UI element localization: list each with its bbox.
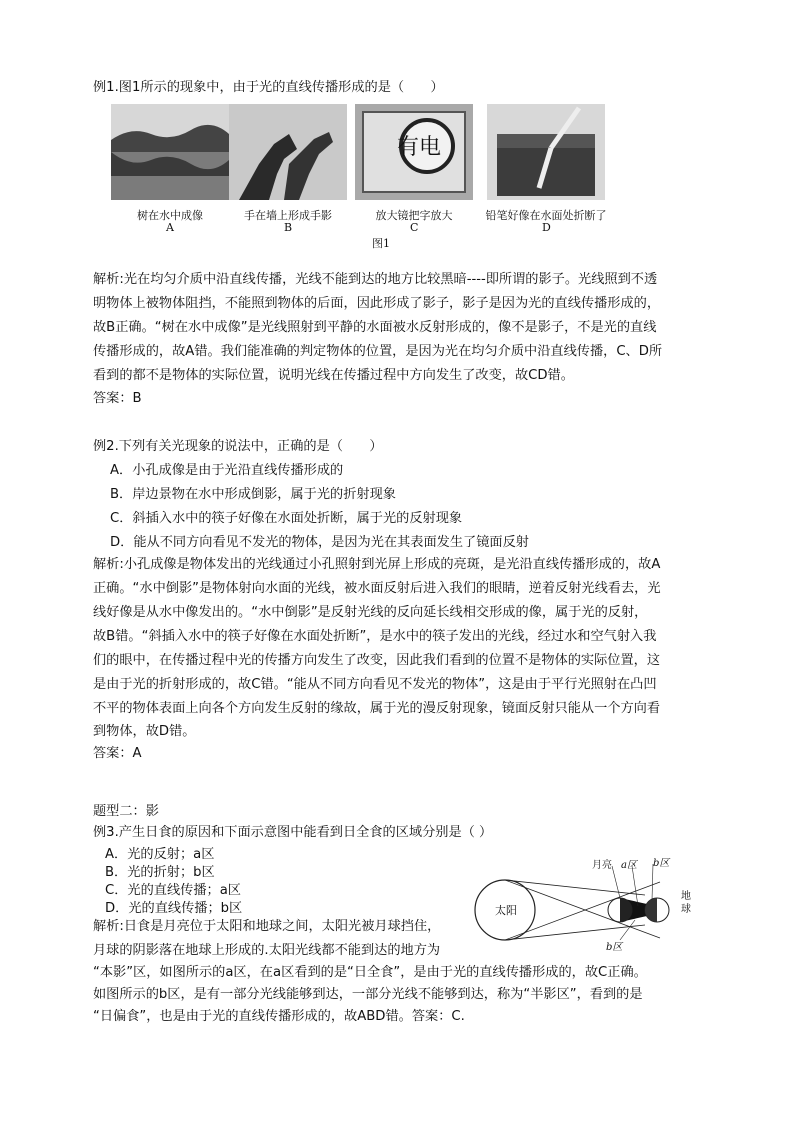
ex3-analysis-3: “本影”区，如图所示的a区，在a区看到的是“日全食”，是由于光的直线传播形成的，故C正确。 [93,965,647,980]
moon-label: 月亮 [592,860,612,871]
caption-c: 放大镜把字放大 [375,209,453,222]
svg-text:有电: 有电 [397,135,442,160]
figure-label: 图1 [372,237,390,250]
pencil-in-water-photo [487,104,605,200]
ex1-analysis-4: 传播形成的，故A错。我们能准确的判定物体的位置，是因为光在均匀介质中沿直线传播，C、D所 [93,344,663,359]
caption-d: 铅笔好像在水面处折断了 [485,209,607,222]
ex3-option-d: D．光的直线传播；b区 [105,901,243,916]
letter-d: D [542,221,551,234]
region-a-label: a区 [621,860,637,871]
ex2-analysis-6: 是由于光的折射形成的，故C错。“能从不同方向看见不发光的物体”，这是由于平行光照射在凸凹 [93,677,657,692]
letter-a: A [166,221,174,234]
ex2-question: 例2.下列有关光现象的说法中，正确的是（ ） [93,439,383,454]
ex2-option-d: D．能从不同方向看见不发光的物体，是因为光在其表面发生了镜面反射 [110,535,529,550]
ex2-analysis-3: 线好像是从水中像发出的。“水中倒影”是反射光线的反向延长线相交形成的像，属于光的反射， [93,605,648,620]
ex2-analysis-8: 到物体，故D错。 [93,724,196,739]
ex2-analysis-7: 不平的物体表面上向各个方向发生反射的缘故，属于光的漫反射现象，镜面反射只能从一个方向看 [93,701,661,716]
tree-reflection-photo [111,104,229,200]
ex2-option-b: B．岸边景物在水中形成倒影，属于光的折射现象 [110,487,396,502]
ex3-option-a: A．光的反射；a区 [105,847,215,862]
ex1-analysis-3: 故B正确。“树在水中成像”是光线照射到平静的水面被水反射形成的，像不是影子，不是光的直线 [93,320,657,335]
ex2-analysis-5: 们的眼中，在传播过程中光的传播方向发生了改变，因此我们看到的位置不是物体的实际位置，这 [93,653,661,668]
letter-b: B [284,221,293,234]
earth-label: 地球 [681,891,691,915]
region-b-bottom-label: b区 [606,942,623,953]
ex3-question: 例3.产生日食的原因和下面示意图中能看到日全食的区域分别是（ ） [93,825,493,840]
ex2-analysis-4: 故B错。“斜插入水中的筷子好像在水面处折断”，是水中的筷子发出的光线，经过水和空气射入我 [93,629,657,644]
ex2-analysis-2: 正确。“水中倒影”是物体射向水面的光线，被水面反射后进入我们的眼睛，逆着反射光线看去，光 [93,581,661,596]
letter-c: C [410,221,419,234]
ex2-analysis-1: 解析:小孔成像是物体发出的光线通过小孔照射到光屏上形成的亮斑，是光沿直线传播形成的，故A [93,557,661,572]
ex3-option-c: C．光的直线传播；a区 [105,883,241,898]
region-b-top-label: b区 [653,858,670,869]
ex3-analysis-1: 解析:日食是月亮位于太阳和地球之间，太阳光被月球挡住， [93,919,441,934]
ex1-analysis-2: 明物体上被物体阻挡，不能照到物体的后面，因此形成了影子，影子是因为光的直线传播形成的， [93,296,661,311]
ex3-analysis-2: 月球的阴影落在地球上形成的.太阳光线都不能到达的地方为 [93,943,441,958]
ex1-analysis-1: 解析:光在均匀介质中沿直线传播，光线不能到达的地方比较黑暗----即所谓的影子。光线照到不透 [93,272,658,287]
ex3-option-b: B．光的折射；b区 [105,865,215,880]
section-title: 题型二：影 [93,804,159,819]
ex1-question: 例1.图1所示的现象中，由于光的直线传播形成的是（ ） [93,80,444,95]
ex3-analysis-5: “日偏食”，也是由于光的直线传播形成的，故ABD错。答案：C. [93,1009,465,1024]
ex2-answer: 答案：A [93,746,142,761]
hand-shadow-photo [229,104,347,200]
ex2-option-a: A．小孔成像是由于光沿直线传播形成的 [110,463,344,478]
ex2-option-c: C．斜插入水中的筷子好像在水面处折断，属于光的反射现象 [110,511,463,526]
ex1-answer: 答案：B [93,391,142,406]
caption-a: 树在水中成像 [137,209,203,222]
sun-label: 太阳 [495,904,517,917]
magnifier-photo [355,104,473,200]
caption-b: 手在墙上形成手影 [244,209,332,222]
ex3-analysis-4: 如图所示的b区，是有一部分光线能够到达，一部分光线不能够到达，称为“半影区”，看到的是 [93,987,643,1002]
ex1-analysis-5: 看到的都不是物体的实际位置，说明光线在传播过程中方向发生了改变，故CD错。 [93,368,574,383]
